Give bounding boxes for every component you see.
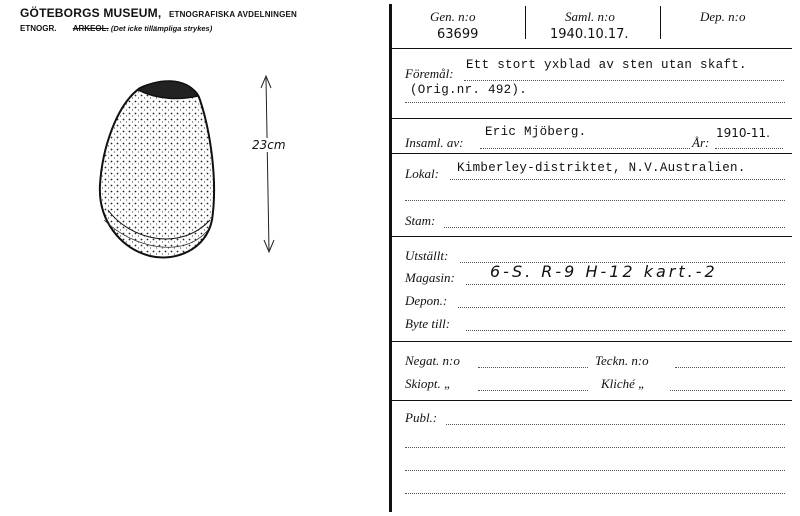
dotted-line — [670, 390, 785, 391]
category-line — [20, 24, 212, 33]
kliche-label: Kliché „ — [601, 376, 646, 391]
skiopt-label: Skiopt. „ — [405, 376, 452, 391]
section-rule — [390, 400, 792, 401]
card-border — [389, 4, 392, 512]
column-divider — [660, 6, 661, 39]
foremal-label: Föremål: — [405, 66, 454, 81]
lokal-value: Kimberley-distriktet, N.V.Australien. — [457, 161, 746, 175]
dotted-line — [478, 367, 588, 368]
stam-label: Stam: — [405, 213, 436, 228]
dotted-line — [405, 102, 785, 103]
dotted-line — [450, 179, 785, 180]
dotted-line — [405, 470, 785, 471]
dotted-line — [444, 227, 785, 228]
arkeol-label: ARKEOL. — [72, 24, 109, 33]
foremal-value: Ett stort yxblad av sten utan skaft. — [466, 58, 747, 72]
museum-name: GÖTEBORGS MUSEUM, — [20, 6, 162, 20]
magasin-label: Magasin: — [405, 270, 455, 285]
magasin-value: 6-S. R-9 H-12 kart.-2 — [490, 262, 718, 281]
depon-label: Depon.: — [405, 293, 448, 308]
saml-label: Saml. n:o — [565, 9, 615, 24]
dotted-line — [405, 200, 785, 201]
etnogr-label: ETNOGR. — [20, 24, 57, 33]
category-note: (Det icke tillämpliga strykes) — [110, 24, 213, 33]
column-divider — [525, 6, 526, 39]
lokal-label: Lokal: — [405, 166, 439, 181]
dotted-line — [405, 447, 785, 448]
publ-label: Publ.: — [405, 410, 438, 425]
dotted-line — [466, 284, 785, 285]
section-rule — [390, 153, 792, 154]
dotted-line — [466, 330, 785, 331]
saml-value: 1940.10.17. — [550, 27, 629, 42]
insaml-label: Insaml. av: — [405, 135, 464, 150]
teckn-label: Teckn. n:o — [595, 353, 649, 368]
measure-label: 23cm — [252, 138, 286, 152]
byte-label: Byte till: — [405, 316, 451, 331]
dotted-line — [446, 424, 785, 425]
section-rule — [390, 236, 792, 237]
dotted-line — [464, 80, 784, 81]
ar-value: 1910-11. — [716, 126, 770, 140]
dotted-line — [405, 493, 785, 494]
dep-label: Dep. n:o — [700, 9, 746, 24]
gen-label: Gen. n:o — [430, 9, 476, 24]
stone-axe-drawing — [80, 70, 320, 270]
gen-value: 63699 — [437, 27, 479, 42]
measure-arrow — [261, 76, 274, 252]
dotted-line — [478, 390, 588, 391]
dotted-line — [480, 148, 690, 149]
dotted-line — [715, 148, 783, 149]
section-rule — [390, 118, 792, 119]
foremal-value-2: (Orig.nr. 492). — [410, 83, 528, 97]
header-rule — [390, 48, 792, 49]
department-name: ETNOGRAFISKA AVDELNINGEN — [168, 10, 298, 19]
ar-label: År: — [692, 135, 710, 150]
museum-header — [20, 6, 297, 20]
dotted-line — [675, 367, 785, 368]
negat-label: Negat. n:o — [405, 353, 460, 368]
insaml-value: Eric Mjöberg. — [485, 125, 587, 139]
section-rule — [390, 341, 792, 342]
utstallt-label: Utställt: — [405, 248, 449, 263]
dotted-line — [458, 307, 785, 308]
